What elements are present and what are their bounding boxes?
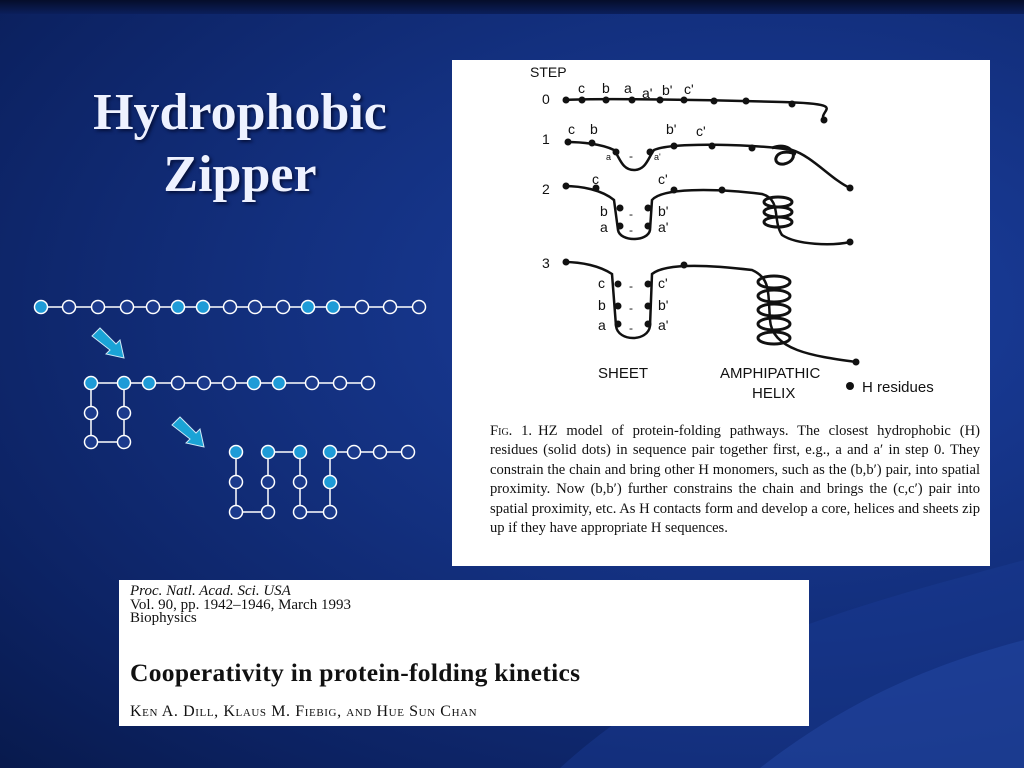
- s2-label-a-prime: a': [658, 219, 669, 235]
- svg-text:-: -: [629, 207, 633, 221]
- paper-citation: [119, 580, 809, 726]
- caption-text: HZ model of protein-folding pathways. The closest hydrophobic (H) residues (solid dots) in sequence pair together first, e.g., a and a′ in step 0. They constrain the chain and bring other H monomers, such as the (b,b′) pair, into spatial proximity. Now (b,b′) further constrains the chain and brings the (c,c′) pair into spatial proximity, etc. As H contacts form and develop a core, helices and sheets zip up if they have appropriate H sequences.: [490, 423, 980, 537]
- s3-label-c: c: [598, 275, 605, 291]
- s3-label-a-prime: a': [658, 317, 669, 333]
- s2-label-a: a: [600, 219, 608, 235]
- s2-label-c: c: [592, 171, 599, 187]
- figure-panel: [452, 60, 990, 566]
- fold-arrow-2: [172, 417, 204, 447]
- step-0-chain: [563, 80, 828, 124]
- step-2-chain: [563, 171, 854, 246]
- s3-label-b-prime: b': [658, 297, 669, 313]
- s2-label-b-prime: b': [658, 203, 669, 219]
- svg-text:-: -: [629, 279, 633, 293]
- step-3-number: 3: [542, 255, 550, 271]
- helix-label-line-2: HELIX: [752, 385, 796, 402]
- s1-label-b: b: [590, 121, 598, 137]
- s3-label-a: a: [598, 317, 606, 333]
- paper-title: Cooperativity in protein-folding kinetics: [130, 658, 581, 687]
- s1-label-c-prime: c': [696, 123, 706, 139]
- s0-label-a-prime: a': [642, 85, 653, 101]
- paper-authors: Ken A. Dill, Klaus M. Fiebig, and Hue Sun Chan: [130, 703, 478, 720]
- s0-label-b-prime: b': [662, 82, 673, 98]
- svg-text:-: -: [629, 223, 633, 237]
- s3-label-c-prime: c': [658, 275, 668, 291]
- legend-label: H residues: [862, 379, 934, 396]
- citation-journal: Proc. Natl. Acad. Sci. USA: [130, 583, 291, 599]
- step-header: STEP: [530, 64, 567, 80]
- s2-label-c-prime: c': [658, 171, 668, 187]
- step-0-number: 0: [542, 91, 550, 107]
- svg-text:-: -: [629, 301, 633, 315]
- step-2-number: 2: [542, 181, 550, 197]
- step-1-number: 1: [542, 131, 550, 147]
- s2-label-b: b: [600, 203, 608, 219]
- s1-label-c: c: [568, 121, 575, 137]
- title-line-2: Zipper: [163, 146, 317, 203]
- s3-label-b: b: [598, 297, 606, 313]
- title-line-1: Hydrophobic: [93, 84, 387, 141]
- sheet-label: SHEET: [598, 365, 649, 382]
- fold-arrow-1: [92, 328, 124, 358]
- helix-label-line-1: AMPHIPATHIC: [720, 365, 821, 382]
- hp-chain-diagram: [0, 0, 450, 560]
- s0-label-c-prime: c': [684, 81, 694, 97]
- step-1-chain: [565, 121, 854, 192]
- s0-label-c: c: [578, 80, 585, 96]
- s0-label-b: b: [602, 80, 610, 96]
- step-3-chain: [563, 259, 860, 366]
- folding-pathway-figure: [452, 60, 990, 420]
- s1-label-b-prime: b': [666, 121, 677, 137]
- citation-section: Biophysics: [130, 610, 197, 626]
- caption-fignum: Fig. 1.: [490, 423, 533, 439]
- citation-volume: Vol. 90, pp. 1942–1946, March 1993: [130, 597, 351, 613]
- figure-caption: [490, 422, 980, 538]
- s1-label-a-prime: a': [654, 152, 661, 162]
- s1-label-a: a: [606, 152, 612, 162]
- svg-text:-: -: [629, 321, 633, 335]
- legend-dot: [846, 382, 854, 390]
- svg-text:-: -: [629, 149, 633, 163]
- s0-label-a: a: [624, 80, 632, 96]
